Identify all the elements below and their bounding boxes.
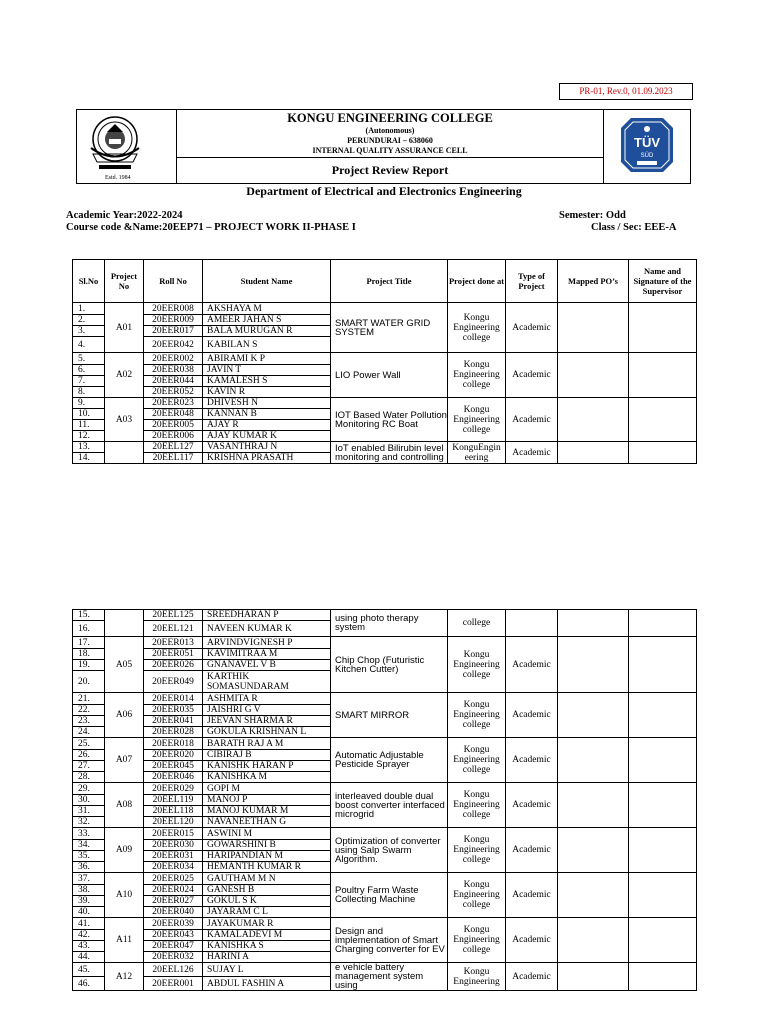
student-name: ABDUL FASHIN A bbox=[203, 977, 331, 991]
header-block bbox=[76, 109, 691, 184]
roll-number: 20EER043 bbox=[144, 930, 203, 941]
student-name: JAVIN T bbox=[203, 365, 331, 376]
mapped-pos-cell bbox=[558, 693, 629, 738]
project-type: Academic bbox=[506, 918, 558, 963]
table-row bbox=[73, 442, 697, 453]
serial-number: 23. bbox=[73, 716, 105, 727]
supervisor-signature-cell bbox=[629, 828, 697, 873]
student-name: AJAY R bbox=[203, 420, 331, 431]
serial-number: 29. bbox=[73, 783, 105, 795]
student-name: KAVIMITRAA M bbox=[203, 649, 331, 660]
project-done-at: Kongu Engineering bbox=[448, 963, 506, 991]
serial-number: 1. bbox=[73, 303, 105, 315]
serial-number: 22. bbox=[73, 705, 105, 716]
table-row bbox=[73, 398, 697, 409]
supervisor-signature-cell bbox=[629, 398, 697, 442]
supervisor-signature-cell bbox=[629, 303, 697, 353]
project-type: Academic bbox=[506, 783, 558, 828]
project-done-at: Kongu Engineering college bbox=[448, 637, 506, 693]
student-name: NAVEEN KUMAR K bbox=[203, 621, 331, 637]
serial-number: 44. bbox=[73, 952, 105, 963]
project-title: Optimization of converter using Salp Swarm Algorithm. bbox=[331, 828, 448, 873]
serial-number: 10. bbox=[73, 409, 105, 420]
supervisor-signature-cell bbox=[629, 693, 697, 738]
serial-number: 5. bbox=[73, 353, 105, 365]
project-number bbox=[105, 610, 144, 637]
table-row bbox=[73, 637, 697, 649]
serial-number: 11. bbox=[73, 420, 105, 431]
roll-number: 20EEL125 bbox=[144, 610, 203, 621]
roll-number: 20EER051 bbox=[144, 649, 203, 660]
student-name: GNANAVEL V B bbox=[203, 660, 331, 671]
mapped-pos-cell bbox=[558, 303, 629, 353]
roll-number: 20EER001 bbox=[144, 977, 203, 991]
serial-number: 24. bbox=[73, 727, 105, 738]
header-type-of-project: Type of Project bbox=[506, 260, 558, 303]
roll-number: 20EER048 bbox=[144, 409, 203, 420]
student-name: SREEDHARAN P bbox=[203, 610, 331, 621]
student-name: AKSHAYA M bbox=[203, 303, 331, 315]
roll-number: 20EER024 bbox=[144, 885, 203, 896]
serial-number: 30. bbox=[73, 795, 105, 806]
header-mapped-pos: Mapped PO’s bbox=[558, 260, 629, 303]
student-name: SUJAY L bbox=[203, 963, 331, 977]
project-type: Academic bbox=[506, 873, 558, 918]
mapped-pos-cell bbox=[558, 610, 629, 637]
student-name: KAVIN R bbox=[203, 387, 331, 398]
serial-number: 4. bbox=[73, 337, 105, 353]
serial-number: 31. bbox=[73, 806, 105, 817]
student-name: KANISHK HARAN P bbox=[203, 761, 331, 772]
report-title: Project Review Report bbox=[331, 163, 449, 177]
student-name: AJAY KUMAR K bbox=[203, 431, 331, 442]
project-number: A01 bbox=[105, 303, 144, 353]
class-section: Class / Sec: EEE-A bbox=[591, 222, 677, 233]
table-row bbox=[73, 873, 697, 885]
roll-number: 20EER044 bbox=[144, 376, 203, 387]
autonomous-label: (Autonomous) bbox=[365, 126, 415, 135]
roll-number: 20EEL120 bbox=[144, 817, 203, 828]
serial-number: 20. bbox=[73, 671, 105, 693]
roll-number: 20EER029 bbox=[144, 783, 203, 795]
emblem-icon bbox=[77, 110, 177, 183]
serial-number: 9. bbox=[73, 398, 105, 409]
project-type: Academic bbox=[506, 828, 558, 873]
project-done-at: college bbox=[448, 610, 506, 637]
student-name: KAMALADEVI M bbox=[203, 930, 331, 941]
serial-number: 46. bbox=[73, 977, 105, 991]
project-title: SMART WATER GRID SYSTEM bbox=[331, 303, 448, 353]
serial-number: 7. bbox=[73, 376, 105, 387]
serial-number: 19. bbox=[73, 660, 105, 671]
project-number: A03 bbox=[105, 398, 144, 442]
roll-number: 20EER025 bbox=[144, 873, 203, 885]
supervisor-signature-cell bbox=[629, 918, 697, 963]
roll-number: 20EER026 bbox=[144, 660, 203, 671]
table-row bbox=[73, 303, 697, 315]
student-name: GOKUL S K bbox=[203, 896, 331, 907]
roll-number: 20EER032 bbox=[144, 952, 203, 963]
semester: Semester: Odd bbox=[559, 210, 626, 221]
project-done-at: Kongu Engineering college bbox=[448, 693, 506, 738]
student-name: KABILAN S bbox=[203, 337, 331, 353]
serial-number: 17. bbox=[73, 637, 105, 649]
serial-number: 38. bbox=[73, 885, 105, 896]
serial-number: 25. bbox=[73, 738, 105, 750]
tuv-badge-icon bbox=[604, 110, 690, 183]
student-name: GOKULA KRISHNAN L bbox=[203, 727, 331, 738]
serial-number: 34. bbox=[73, 840, 105, 851]
roll-number: 20EER009 bbox=[144, 315, 203, 326]
student-name: ABIRAMI K P bbox=[203, 353, 331, 365]
serial-number: 14. bbox=[73, 453, 105, 464]
roll-number: 20EER002 bbox=[144, 353, 203, 365]
student-name: ASHMITA R bbox=[203, 693, 331, 705]
project-number: A02 bbox=[105, 353, 144, 398]
header-project-title: Project Title bbox=[331, 260, 448, 303]
roll-number: 20EER030 bbox=[144, 840, 203, 851]
roll-number: 20EEL121 bbox=[144, 621, 203, 637]
student-name: DHIVESH N bbox=[203, 398, 331, 409]
supervisor-signature-cell bbox=[629, 353, 697, 398]
table-row bbox=[73, 353, 697, 365]
mapped-pos-cell bbox=[558, 353, 629, 398]
roll-number: 20EER018 bbox=[144, 738, 203, 750]
roll-number: 20EER052 bbox=[144, 387, 203, 398]
serial-number: 6. bbox=[73, 365, 105, 376]
project-title: interleaved double dual boost converter interfaced microgrid bbox=[331, 783, 448, 828]
roll-number: 20EER035 bbox=[144, 705, 203, 716]
project-type: Academic bbox=[506, 303, 558, 353]
header-title-area bbox=[177, 110, 604, 183]
supervisor-signature-cell bbox=[629, 610, 697, 637]
student-name: GANESH B bbox=[203, 885, 331, 896]
project-title: e vehicle battery management system using bbox=[331, 963, 448, 991]
project-done-at: Kongu Engineering college bbox=[448, 828, 506, 873]
header-sl-no: Sl.No bbox=[73, 260, 105, 303]
student-name: KANISHKA M bbox=[203, 772, 331, 783]
student-name: JEEVAN SHARMA R bbox=[203, 716, 331, 727]
student-name: AMEER JAHAN S bbox=[203, 315, 331, 326]
project-type: Academic bbox=[506, 353, 558, 398]
college-name: KONGU ENGINEERING COLLEGE bbox=[287, 111, 493, 125]
roll-number: 20EEL126 bbox=[144, 963, 203, 977]
roll-number: 20EER017 bbox=[144, 326, 203, 337]
student-name: GOWARSHINI B bbox=[203, 840, 331, 851]
serial-number: 40. bbox=[73, 907, 105, 918]
roll-number: 20EER039 bbox=[144, 918, 203, 930]
student-name: CIBIRAJ B bbox=[203, 750, 331, 761]
project-number bbox=[105, 442, 144, 464]
serial-number: 41. bbox=[73, 918, 105, 930]
serial-number: 43. bbox=[73, 941, 105, 952]
student-name: BARATH RAJ A M bbox=[203, 738, 331, 750]
iqac-label: INTERNAL QUALITY ASSURANCE CELL bbox=[312, 146, 468, 155]
roll-number: 20EER005 bbox=[144, 420, 203, 431]
roll-number: 20EER049 bbox=[144, 671, 203, 693]
roll-number: 20EER015 bbox=[144, 828, 203, 840]
header-project-done-at: Project done at bbox=[448, 260, 506, 303]
table-header-row bbox=[73, 260, 697, 303]
mapped-pos-cell bbox=[558, 398, 629, 442]
serial-number: 26. bbox=[73, 750, 105, 761]
project-number: A12 bbox=[105, 963, 144, 991]
project-type bbox=[506, 610, 558, 637]
serial-number: 35. bbox=[73, 851, 105, 862]
header-student-name: Student Name bbox=[203, 260, 331, 303]
mapped-pos-cell bbox=[558, 963, 629, 991]
project-number: A06 bbox=[105, 693, 144, 738]
roll-number: 20EER040 bbox=[144, 907, 203, 918]
roll-number: 20EEL127 bbox=[144, 442, 203, 453]
roll-number: 20EER008 bbox=[144, 303, 203, 315]
project-title: SMART MIRROR bbox=[331, 693, 448, 738]
roll-number: 20EEL118 bbox=[144, 806, 203, 817]
table-row bbox=[73, 963, 697, 977]
project-number: A11 bbox=[105, 918, 144, 963]
serial-number: 13. bbox=[73, 442, 105, 453]
project-title: Design and implementation of Smart Charging converter for EV bbox=[331, 918, 448, 963]
table-row bbox=[73, 918, 697, 930]
serial-number: 45. bbox=[73, 963, 105, 977]
serial-number: 21. bbox=[73, 693, 105, 705]
roll-number: 20EER028 bbox=[144, 727, 203, 738]
student-name: KANNAN B bbox=[203, 409, 331, 420]
project-done-at: Kongu Engineering college bbox=[448, 353, 506, 398]
roll-number: 20EER013 bbox=[144, 637, 203, 649]
project-title: Poultry Farm Waste Collecting Machine bbox=[331, 873, 448, 918]
project-type: Academic bbox=[506, 637, 558, 693]
serial-number: 36. bbox=[73, 862, 105, 873]
project-number: A07 bbox=[105, 738, 144, 783]
serial-number: 42. bbox=[73, 930, 105, 941]
project-done-at: KonguEngin eering bbox=[448, 442, 506, 464]
serial-number: 32. bbox=[73, 817, 105, 828]
student-name: GAUTHAM M N bbox=[203, 873, 331, 885]
project-title: using photo therapy system bbox=[331, 610, 448, 637]
serial-number: 18. bbox=[73, 649, 105, 660]
student-name: ARVINDVIGNESH P bbox=[203, 637, 331, 649]
project-done-at: Kongu Engineering college bbox=[448, 873, 506, 918]
roll-number: 20EER041 bbox=[144, 716, 203, 727]
project-title: IOT Based Water Pollution Monitoring RC Boat bbox=[331, 398, 448, 442]
serial-number: 39. bbox=[73, 896, 105, 907]
mapped-pos-cell bbox=[558, 738, 629, 783]
mapped-pos-cell bbox=[558, 637, 629, 693]
project-table-page-1 bbox=[72, 259, 697, 464]
table-row bbox=[73, 783, 697, 795]
serial-number: 8. bbox=[73, 387, 105, 398]
student-name: VASANTHRAJ N bbox=[203, 442, 331, 453]
project-type: Academic bbox=[506, 442, 558, 464]
student-name: MANOJ KUMAR M bbox=[203, 806, 331, 817]
roll-number: 20EEL119 bbox=[144, 795, 203, 806]
student-name: MANOJ P bbox=[203, 795, 331, 806]
certification-logo bbox=[604, 110, 690, 183]
student-name: GOPI M bbox=[203, 783, 331, 795]
supervisor-signature-cell bbox=[629, 783, 697, 828]
serial-number: 12. bbox=[73, 431, 105, 442]
student-name: KANISHKA S bbox=[203, 941, 331, 952]
project-number: A05 bbox=[105, 637, 144, 693]
department-heading: Department of Electrical and Electronics Engineering bbox=[246, 184, 522, 198]
mapped-pos-cell bbox=[558, 918, 629, 963]
roll-number: 20EER047 bbox=[144, 941, 203, 952]
student-name: HEMANTH KUMAR R bbox=[203, 862, 331, 873]
project-done-at: Kongu Engineering college bbox=[448, 738, 506, 783]
project-number: A10 bbox=[105, 873, 144, 918]
roll-number: 20EER042 bbox=[144, 337, 203, 353]
mapped-pos-cell bbox=[558, 442, 629, 464]
supervisor-signature-cell bbox=[629, 442, 697, 464]
student-name: KRISHNA PRASATH bbox=[203, 453, 331, 464]
course-details: Course code &Name:20EEP71 – PROJECT WORK II-PHASE I bbox=[66, 222, 356, 233]
student-name: JAYAKUMAR R bbox=[203, 918, 331, 930]
roll-number: 20EER020 bbox=[144, 750, 203, 761]
student-name: NAVANEETHAN G bbox=[203, 817, 331, 828]
serial-number: 27. bbox=[73, 761, 105, 772]
project-title: IoT enabled Bilirubin level monitoring and controlling bbox=[331, 442, 448, 464]
serial-number: 33. bbox=[73, 828, 105, 840]
project-type: Academic bbox=[506, 398, 558, 442]
roll-number: 20EER045 bbox=[144, 761, 203, 772]
project-type: Academic bbox=[506, 693, 558, 738]
document-reference: PR-01, Rev.0, 01.09.2023 bbox=[559, 83, 693, 100]
supervisor-signature-cell bbox=[629, 873, 697, 918]
serial-number: 2. bbox=[73, 315, 105, 326]
academic-year: Academic Year:2022-2024 bbox=[66, 210, 183, 221]
serial-number: 3. bbox=[73, 326, 105, 337]
project-done-at: Kongu Engineering college bbox=[448, 303, 506, 353]
student-name: KAMALESH S bbox=[203, 376, 331, 387]
roll-number: 20EER014 bbox=[144, 693, 203, 705]
student-name: HARIPANDIAN M bbox=[203, 851, 331, 862]
student-name: JAISHRI G V bbox=[203, 705, 331, 716]
student-name: KARTHIK SOMASUNDARAM bbox=[203, 671, 331, 693]
roll-number: 20EER006 bbox=[144, 431, 203, 442]
serial-number: 15. bbox=[73, 610, 105, 621]
roll-number: 20EER038 bbox=[144, 365, 203, 376]
header-supervisor: Name and Signature of the Supervisor bbox=[629, 260, 697, 303]
project-type: Academic bbox=[506, 738, 558, 783]
header-roll-no: Roll No bbox=[144, 260, 203, 303]
established-year: Estd. 1984 bbox=[105, 175, 131, 181]
serial-number: 28. bbox=[73, 772, 105, 783]
table-row bbox=[73, 693, 697, 705]
supervisor-signature-cell bbox=[629, 963, 697, 991]
header-project-no: Project No bbox=[105, 260, 144, 303]
table-row bbox=[73, 610, 697, 621]
project-done-at: Kongu Engineering college bbox=[448, 398, 506, 442]
svg-text:SÜD: SÜD bbox=[640, 153, 654, 159]
project-number: A09 bbox=[105, 828, 144, 873]
mapped-pos-cell bbox=[558, 783, 629, 828]
project-done-at: Kongu Engineering college bbox=[448, 783, 506, 828]
student-name: BALA MURUGAN R bbox=[203, 326, 331, 337]
mapped-pos-cell bbox=[558, 873, 629, 918]
supervisor-signature-cell bbox=[629, 738, 697, 783]
college-location: PERUNDURAI – 638060 bbox=[347, 136, 433, 145]
svg-text:TÜV: TÜV bbox=[634, 135, 660, 150]
college-logo bbox=[77, 110, 177, 183]
table-row bbox=[73, 738, 697, 750]
roll-number: 20EER046 bbox=[144, 772, 203, 783]
project-title: Automatic Adjustable Pesticide Sprayer bbox=[331, 738, 448, 783]
project-table-page-2 bbox=[72, 609, 697, 991]
project-type: Academic bbox=[506, 963, 558, 991]
roll-number: 20EER031 bbox=[144, 851, 203, 862]
serial-number: 16. bbox=[73, 621, 105, 637]
project-number: A08 bbox=[105, 783, 144, 828]
serial-number: 37. bbox=[73, 873, 105, 885]
project-done-at: Kongu Engineering college bbox=[448, 918, 506, 963]
table-row bbox=[73, 828, 697, 840]
student-name: ASWINI M bbox=[203, 828, 331, 840]
student-name: JAYARAM C L bbox=[203, 907, 331, 918]
roll-number: 20EER034 bbox=[144, 862, 203, 873]
mapped-pos-cell bbox=[558, 828, 629, 873]
roll-number: 20EER027 bbox=[144, 896, 203, 907]
project-title: Chip Chop (Futuristic Kitchen Cutter) bbox=[331, 637, 448, 693]
project-title: LIO Power Wall bbox=[331, 353, 448, 398]
roll-number: 20EEL117 bbox=[144, 453, 203, 464]
student-name: HARINI A bbox=[203, 952, 331, 963]
supervisor-signature-cell bbox=[629, 637, 697, 693]
roll-number: 20EER023 bbox=[144, 398, 203, 409]
